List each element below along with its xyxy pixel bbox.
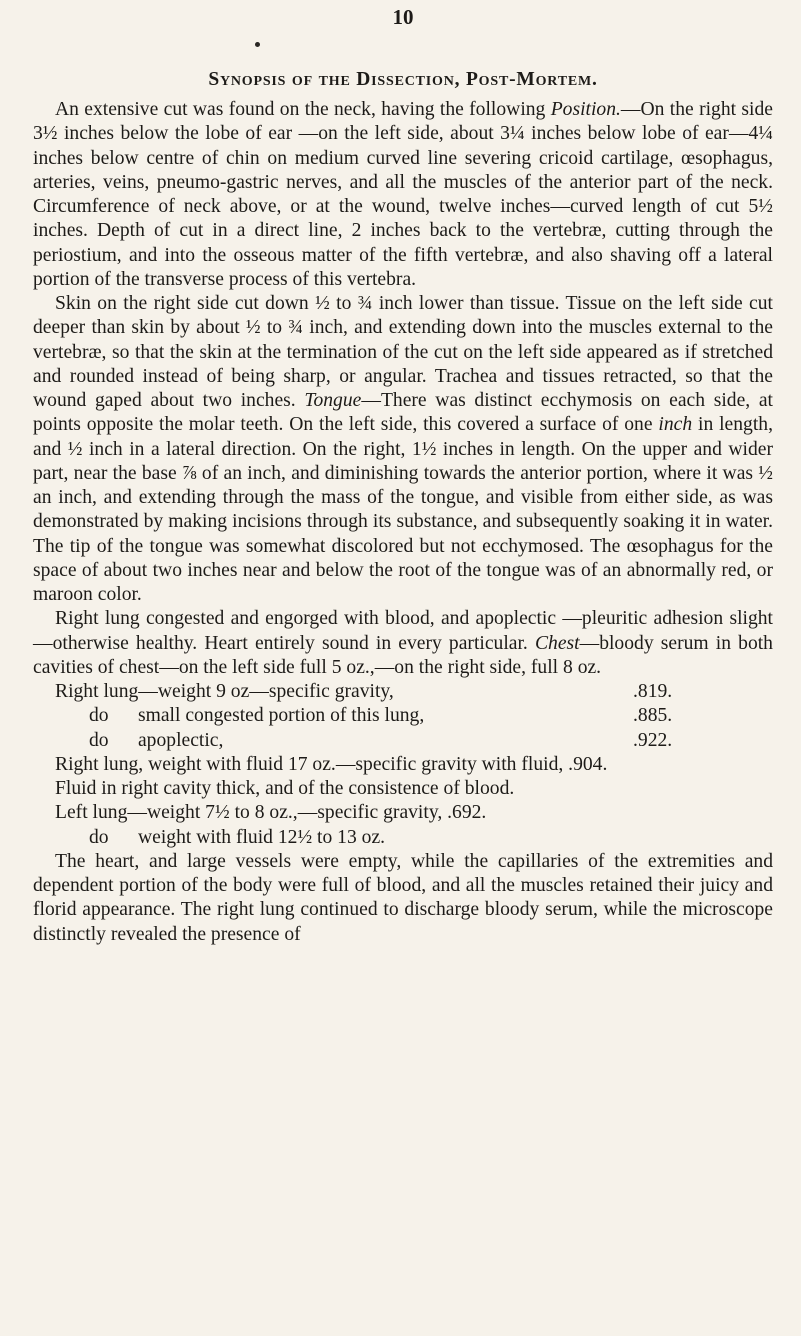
paragraph-text: —On the right side 3½ inches below the lobe of ear —on the left side, about 3¼ inches below lobe of ear—4¼ inches below centre of chin on medium curved line severing cricoid cartilage, œsophagus, arteries, veins, pneumo-gastric nerves, and all the muscles of the anterior part of the neck. Circumference of neck above, or at the wound, twelve inches—curved length of cut 5½ inches. Depth of cut in a direct line, 2 inches back to the vertebræ, cutting through the periostium, and into the osseous matter of the fifth vertebræ, and also shaving off a lateral portion of the transverse process of this vertebra.: [33, 99, 773, 290]
paragraph-right-lung-fluid: Right lung, weight with fluid 17 oz.—specific gravity with fluid, .904.: [55, 753, 608, 775]
page-number: 10: [392, 5, 414, 29]
measurement-value: .922.: [633, 729, 673, 751]
paragraph-text: —bloody serum in both cavities of chest—on the left side full 5 oz.,—on the right side, full 8 oz.: [33, 632, 773, 678]
paragraph-position: [33, 98, 773, 292]
section-heading: Synopsis of the Dissection, Post-Mortem.: [208, 69, 598, 90]
ink-speck: [255, 42, 260, 47]
measurement-label: Right lung—weight 9 oz—specific gravity,: [55, 681, 394, 702]
measurement-row: [33, 729, 773, 753]
paragraph-skin-tongue: [33, 292, 773, 607]
paragraph-text: Skin on the right side cut down ½ to ¾ inch lower than tissue. Tissue on the left side cut deeper than skin by about ½ to ¾ inch, and extending down into the muscles external to the vertebræ, so that the skin at the termination of the cut on the left side appeared as if stretched and rounded instead of being sharp, or angular. Trachea and tissues retracted, so that the wound gaped about two inches.: [33, 293, 773, 411]
inch-emphasis: inch: [658, 414, 693, 436]
measurement-row: [33, 680, 773, 704]
paragraph-fluid-cavity: Fluid in right cavity thick, and of the consistence of blood.: [55, 778, 515, 799]
measurement-label: do apoplectic,: [89, 729, 224, 751]
paragraph-heart-vessels: The heart, and large vessels were empty, while the capillaries of the extremities and dependent portion of the body were full of blood, and all the muscles retained their juicy and florid appearance. The right lung continued to discharge bloody serum, while the microscope distinctly revealed the presence of: [33, 850, 773, 945]
paragraph-left-lung-fluid: do weight with fluid 12½ to 13 oz.: [89, 826, 386, 848]
position-label: Position.: [550, 99, 621, 120]
paragraph-text: in length, and ½ inch in a lateral direction. On the right, 1½ inches in length. On the upper and wider part, near the base ⅞ of an inch, and diminishing towards the anterior portion, where it was ½ an inch, and extending through the mass of the tongue, and visible from either side, as was demonstrated by making incisions through its substance, and subsequently soaking it in water. The tip of the tongue was somewhat discolored but not ecchymosed. The œsophagus for the space of about two inches near and below the root of the tongue was of an abnormally red, or maroon color.: [33, 414, 773, 605]
paragraph-text: An extensive cut was found on the neck, having the following: [55, 99, 551, 120]
paragraph-text: Right lung congested and engorged with blood, and apoplectic —pleuritic adhesion slight—otherwise healthy. Heart entirely sound in every particular.: [33, 608, 773, 654]
paragraph-lung-chest: [33, 607, 773, 680]
measurement-row: [33, 704, 773, 728]
paragraph-left-lung: Left lung—weight 7½ to 8 oz.,—specific gravity, .692.: [55, 802, 487, 824]
paragraph-text: —There was distinct ecchymosis on each side, at points opposite the molar teeth. On the left side, this covered a surface of one: [33, 390, 773, 436]
chest-label: Chest: [534, 632, 580, 654]
tongue-label: Tongue: [304, 390, 362, 411]
measurement-label: do small congested portion of this lung,: [89, 705, 425, 727]
body-text: [33, 98, 773, 947]
measurement-value: .885.: [633, 705, 673, 727]
measurement-value: .819.: [633, 681, 673, 702]
